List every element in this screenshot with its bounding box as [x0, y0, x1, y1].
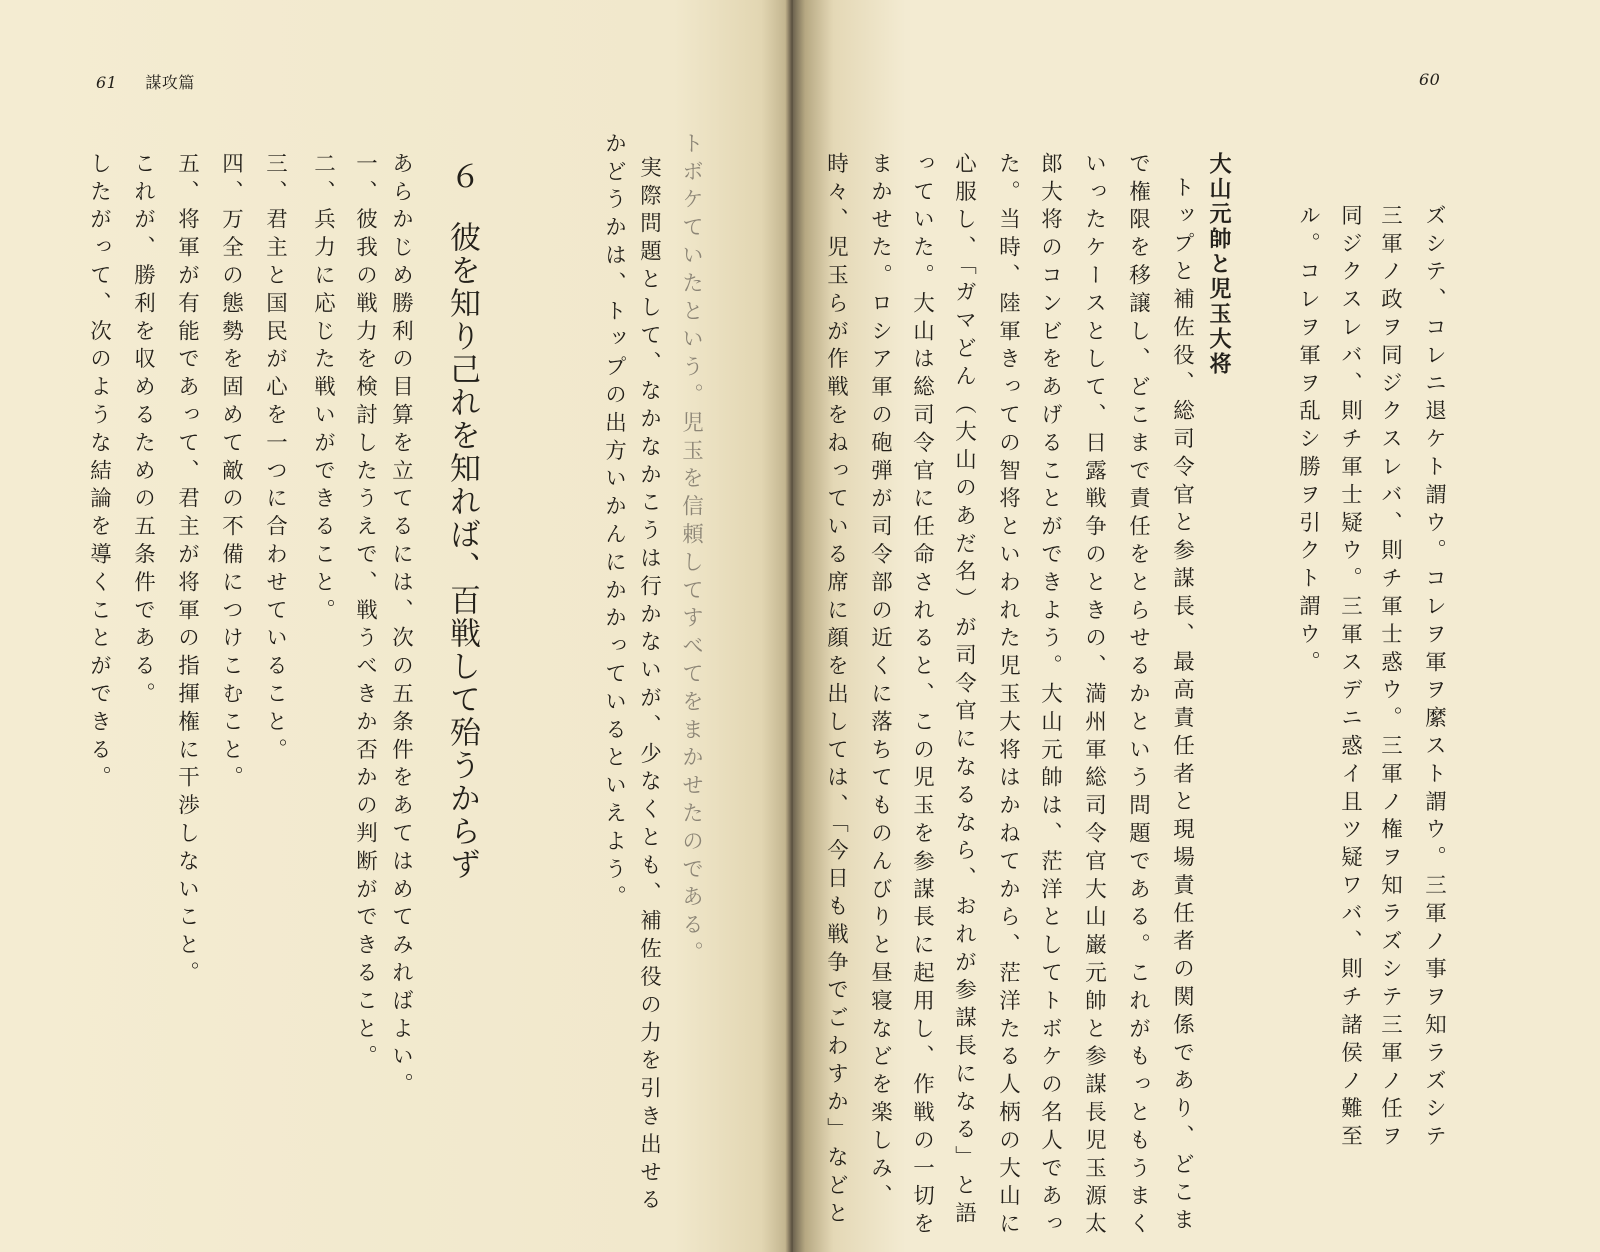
list-intro-line: あらかじめ勝利の目算を立てるには、次の五条件をあてはめてみればよい。	[388, 152, 414, 1101]
list-summary-line: したがって、次のような結論を導くことができる。	[86, 152, 112, 794]
list-item: 四、万全の態勢を固めて敵の不備につけこむこと。	[218, 152, 244, 794]
classic-text-line: ル。コレヲ軍ヲ乱シ勝ヲ引クト謂ウ。	[1295, 204, 1321, 679]
body-line: た。当時、陸軍きっての智将といわれた児玉大将はかねてから、茫洋たる人柄の大山に	[995, 152, 1021, 1241]
subsection-heading: 大山元帥と児玉大将	[1206, 152, 1231, 377]
left-page	[0, 0, 793, 1252]
list-summary-line: これが、勝利を収めるための五条件である。	[130, 152, 156, 710]
classic-text-line: ズシテ、コレニ退ケト謂ウ。コレヲ軍ヲ縻スト謂ウ。三軍ノ事ヲ知ラズシテ	[1421, 204, 1447, 1153]
body-line: かどうかは、トップの出方いかんにかかっているといえよう。	[601, 132, 627, 914]
classic-text-line: 三軍ノ政ヲ同ジクスレバ、則チ軍士惑ウ。三軍ノ権ヲ知ラズシテ三軍ノ任ヲ	[1377, 204, 1403, 1153]
body-line: トップと補佐役、総司令官と参謀長、最高責任者と現場責任者の関係であり、どこま	[1169, 176, 1195, 1237]
left-running-head	[96, 70, 195, 93]
list-item: 三、君主と国民が心を一つに合わせていること。	[262, 152, 288, 766]
heading-number: ６	[444, 160, 480, 193]
list-item: 五、将軍が有能であって、君主が将軍の指揮権に干渉しないこと。	[174, 152, 200, 989]
list-item: 一、彼我の戦力を検討したうえで、戦うべきか否かの判断ができること。	[352, 152, 378, 1073]
body-line: まかせた。ロシア軍の砲弾が司令部の近くに落ちてものんびりと昼寝などを楽しみ、	[867, 152, 893, 1213]
list-item: 二、兵力に応じた戦いができること。	[310, 152, 336, 627]
body-line: 心服し、「ガマどん（大山のあだ名）が司令官になるなら、おれが参謀長になる」と語	[951, 152, 977, 1230]
body-line: 時々、児玉らが作戦をねっている席に顔を出しては、「今日も戦争でごわすか」などと	[823, 152, 849, 1230]
body-line: 郎大将のコンビをあげることができよう。大山元帥は、茫洋としてトボケの名人であっ	[1037, 152, 1063, 1241]
body-line: っていた。大山は総司令官に任命されると、この児玉を参謀長に起用し、作戦の一切を	[909, 152, 935, 1241]
heading-title: 彼を知り己れを知れば、百戦して殆うからず	[444, 221, 480, 881]
page-number-left: 61	[96, 73, 118, 92]
body-line: で権限を移譲し、どこまで責任をとらせるかという問題である。これがもっともうまく	[1125, 152, 1151, 1241]
body-line: いったケースとして、日露戦争のときの、満州軍総司令官大山巌元帥と参謀長児玉源太	[1081, 152, 1107, 1241]
faded-text-line: トボケていたという。児玉を信頼してすべてをまかせたのである。	[678, 132, 704, 969]
section-heading	[444, 160, 480, 881]
right-page	[793, 0, 1600, 1252]
section-title: 謀攻篇	[145, 73, 195, 92]
page-number-right: 60	[1419, 70, 1441, 89]
body-line: 実際問題として、なかなかこうは行かないが、少なくとも、補佐役の力を引き出せる	[636, 156, 662, 1217]
classic-text-line: 同ジクスレバ、則チ軍士疑ウ。三軍スデニ惑イ且ツ疑ワバ、則チ諸侯ノ難至	[1337, 204, 1363, 1153]
